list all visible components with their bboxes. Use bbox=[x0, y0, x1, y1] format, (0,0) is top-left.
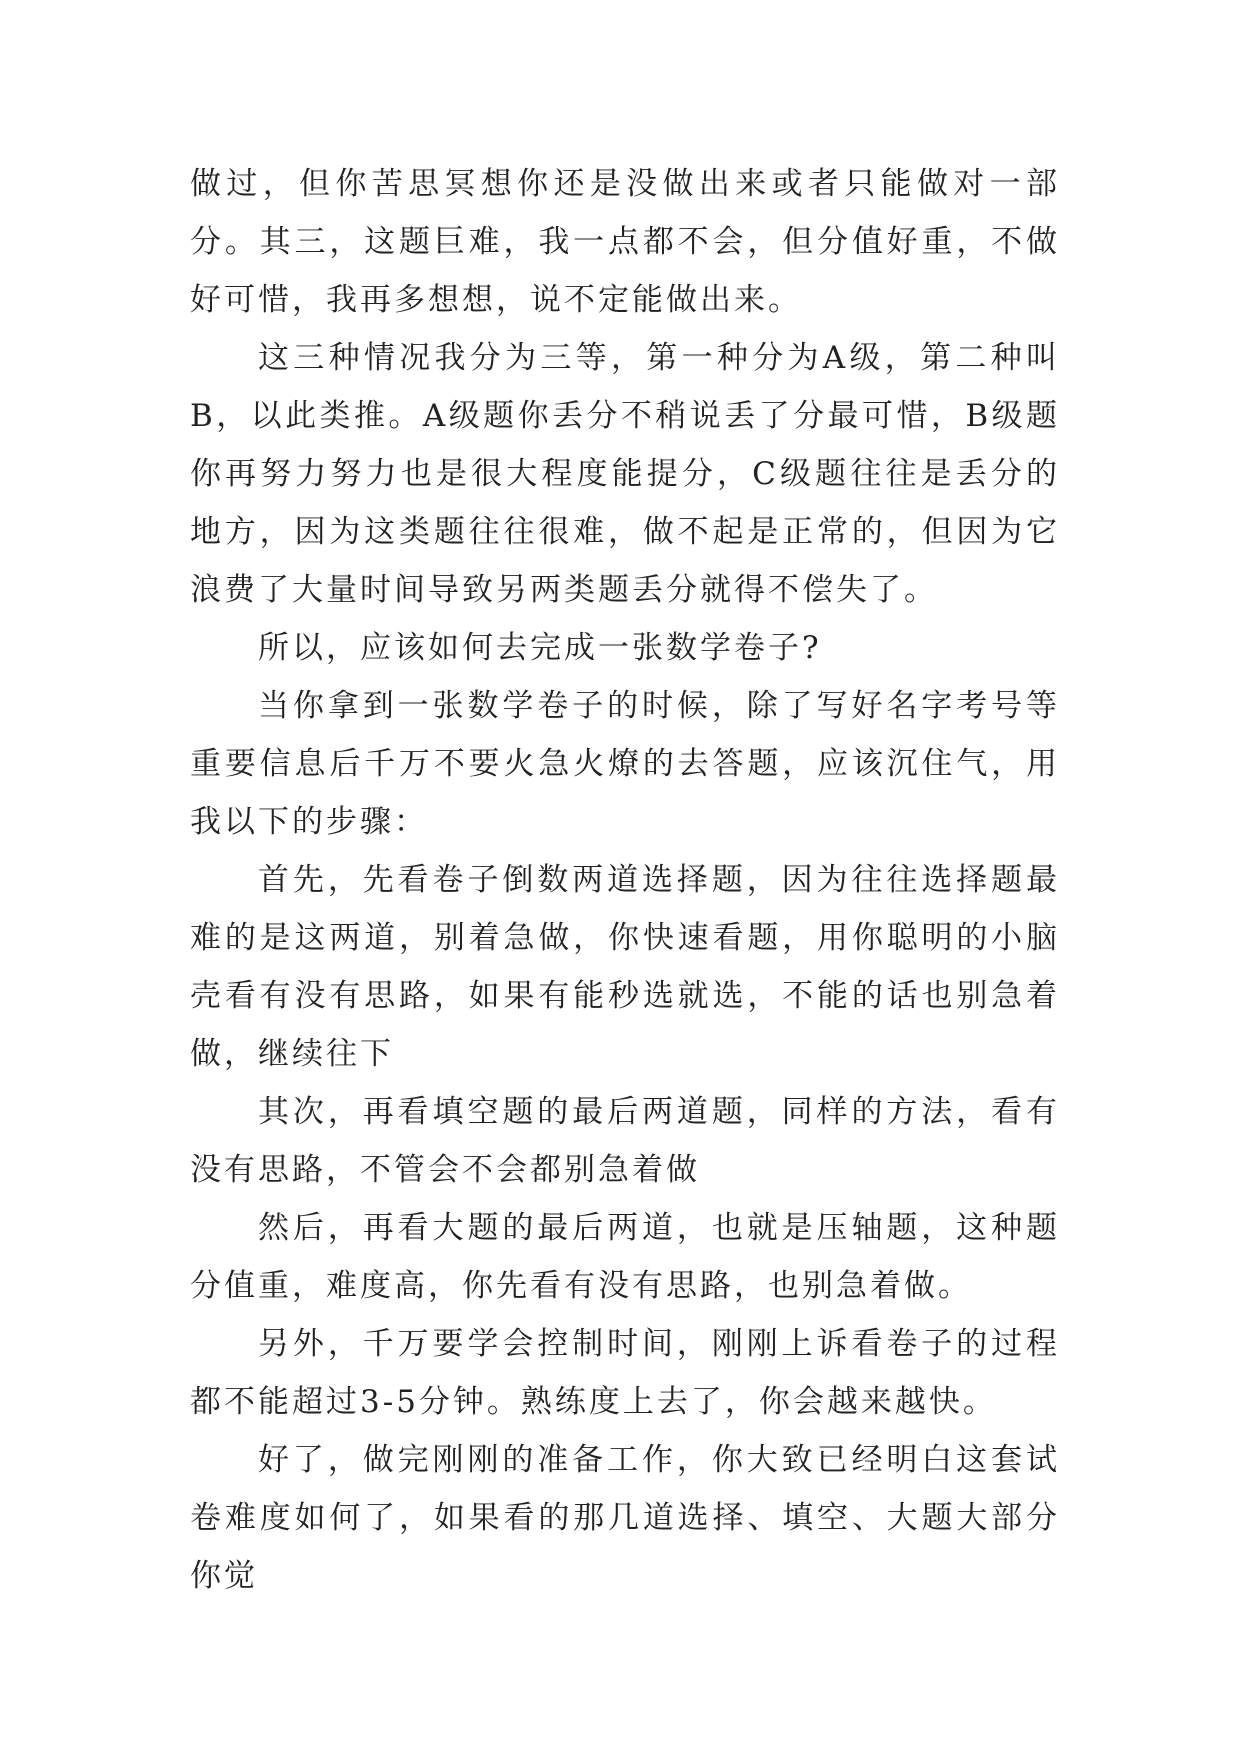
paragraph: 做过，但你苦思冥想你还是没做出来或者只能做对一部分。其三，这题巨难，我一点都不会，但分值好重，不做好可惜，我再多想想，说不定能做出来。 bbox=[190, 166, 1060, 318]
body-text bbox=[190, 155, 1060, 1605]
paragraph: 这三种情况我分为三等，第一种分为A级，第二种叫B，以此类推。A级题你丢分不稍说丢了分最可惜，B级题你再努力努力也是很大程度能提分，C级题往往是丢分的地方，因为这类题往往很难，做不起是正常的，但因为它浪费了大量时间导致另两类题丢分就得不偿失了。 bbox=[190, 340, 1060, 608]
paragraph: 首先，先看卷子倒数两道选择题，因为往往选择题最难的是这两道，别着急做，你快速看题，用你聪明的小脑壳看有没有思路，如果有能秒选就选，不能的话也别急着做，继续往下 bbox=[190, 862, 1060, 1072]
paragraph: 另外，千万要学会控制时间，刚刚上诉看卷子的过程都不能超过3-5分钟。熟练度上去了，你会越来越快。 bbox=[190, 1326, 1060, 1420]
paragraph: 其次，再看填空题的最后两道题，同样的方法，看有没有思路，不管会不会都别急着做 bbox=[190, 1094, 1060, 1188]
paragraph: 然后，再看大题的最后两道，也就是压轴题，这种题分值重，难度高，你先看有没有思路，也别急着做。 bbox=[190, 1210, 1060, 1304]
paragraph: 当你拿到一张数学卷子的时候，除了写好名字考号等重要信息后千万不要火急火燎的去答题，应该沉住气，用我以下的步骤： bbox=[190, 688, 1060, 840]
paragraph: 好了，做完刚刚的准备工作，你大致已经明白这套试卷难度如何了，如果看的那几道选择、填空、大题大部分你觉 bbox=[190, 1442, 1060, 1594]
paragraph: 所以，应该如何去完成一张数学卷子? bbox=[258, 630, 822, 666]
